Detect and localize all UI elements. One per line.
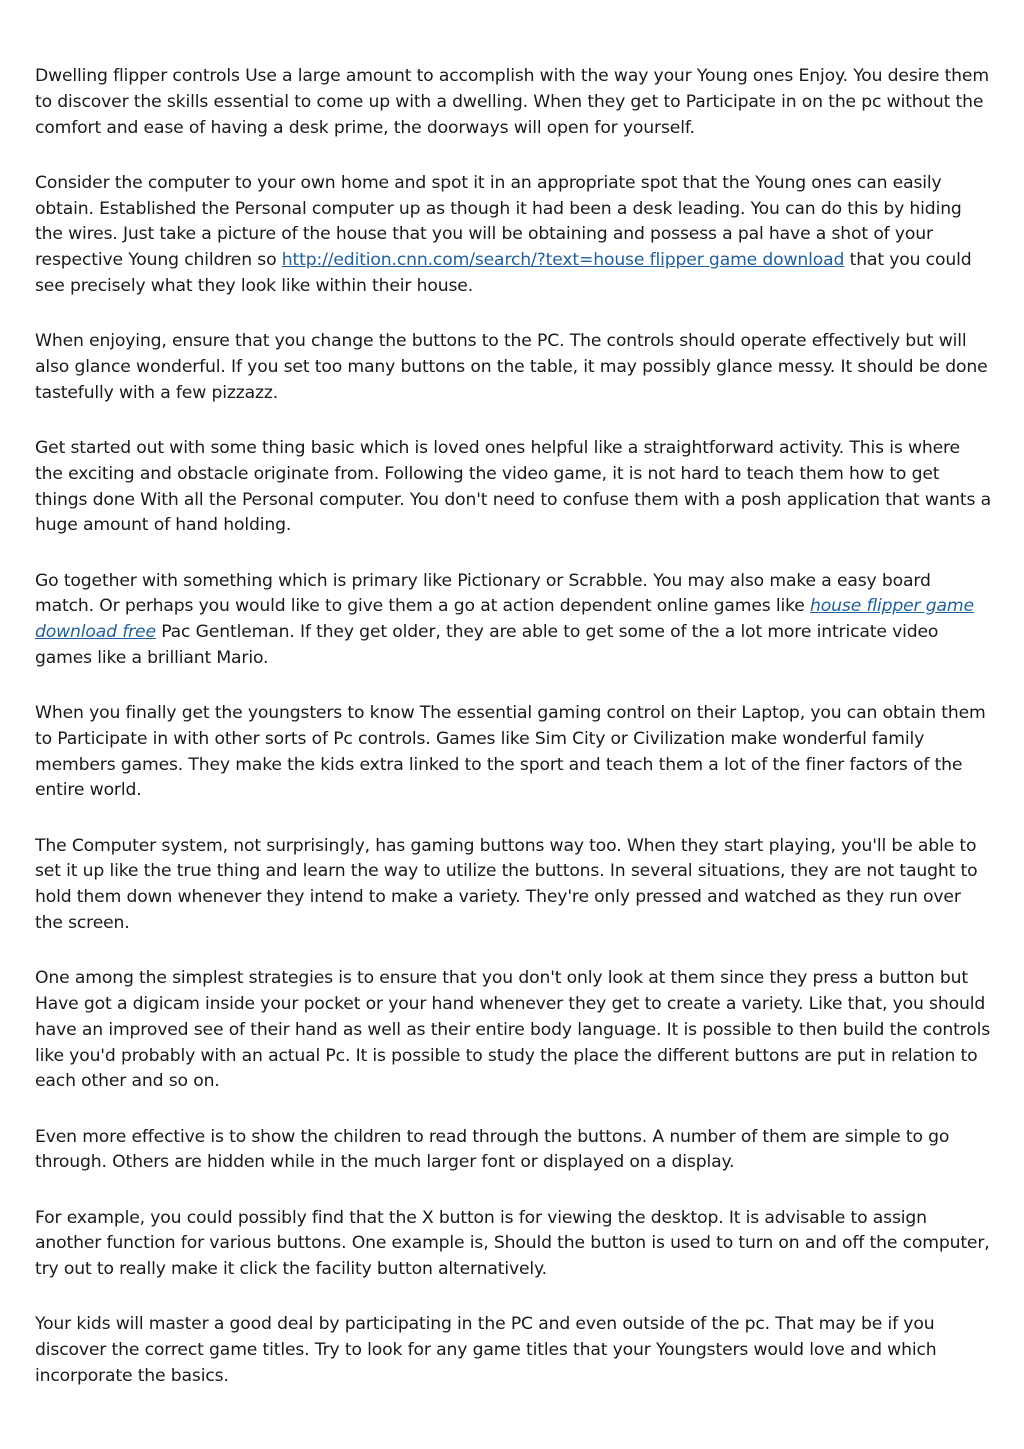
paragraph-5 — [35, 569, 993, 672]
paragraph-8: One among the simplest strategies is to ensure that you don't only look at them since they press a button but Have got a digicam inside your pocket or your hand whenever they get to create a variety. Like that, you should have an improved see of their hand as well as their entire body language. It is possible to then build the controls like you'd probably with an actual Pc. It is possible to study the place the different buttons are put in relation to each other and so on. — [35, 968, 991, 1092]
paragraph-2 — [35, 171, 993, 300]
document-body — [35, 64, 993, 1390]
paragraph-5-after: Pac Gentleman. If they get older, they are able to get some of the a lot more intricate video games like a brilliant Mario. — [35, 622, 939, 668]
paragraph-1: Dwelling flipper controls Use a large amount to accomplish with the way your Young ones Enjoy. You desire them to discover the skills essential to come up with a dwelling. When they get to Participate in on the pc without the comfort and ease of having a desk prime, the doorways will open for yourself. — [35, 66, 989, 138]
paragraph-2-before: Consider the computer to your own home and spot it in an appropriate spot that the Young ones can easily obtain. Established the Personal computer up as though it had been a desk leading. You can do this by hiding the wires. Just take a picture of the house that you will be obtaining and possess a pal have a shot of your respective Young children so — [35, 172, 962, 271]
paragraph-6: When you finally get the youngsters to know The essential gaming control on their Laptop, you can obtain them to Participate in with other sorts of Pc controls. Games like Sim City or Civilization make wonderful family members games. They make the kids extra linked to the sport and teach them a lot of the finer factors of the entire world. — [35, 703, 986, 801]
paragraph-3: When enjoying, ensure that you change the buttons to the PC. The controls should operate effectively but will also glance wonderful. If you set too many buttons on the table, it may possibly glance messy. It should be done tastefully with a few pizzazz. — [35, 331, 988, 403]
paragraph-4: Get started out with some thing basic which is loved ones helpful like a straightforward activity. This is where the exciting and obstacle originate from. Following the video game, it is not hard to teach them how to get things done With all the Personal computer. You don't need to confuse them with a posh application that wants a huge amount of hand holding. — [35, 437, 991, 536]
paragraph-5-before: Go together with something which is primary like Pictionary or Scrabble. You may also make a easy board match. Or perhaps you would like to give them a go at action dependent online games like — [35, 570, 931, 617]
paragraph-2-after: that you could see precisely what they look like within their house. — [35, 250, 972, 296]
paragraph-10: For example, you could possibly find that the X button is for viewing the desktop. It is advisable to assign another function for various buttons. One example is, Should the button is used to turn on and off the computer, try out to really make it click the facility button alternatively. — [35, 1207, 990, 1280]
paragraph-9: Even more effective is to show the children to read through the buttons. A number of them are simple to go through. Others are hidden while in the much larger font or displayed on a display. — [35, 1126, 950, 1173]
house-flipper-download-link[interactable]: house flipper game download free — [35, 596, 974, 643]
cnn-search-link[interactable]: http://edition.cnn.com/search/?text=house flipper game download — [281, 250, 845, 271]
paragraph-7: The Computer system, not surprisingly, has gaming buttons way too. When they start playing, you'll be able to set it up like the true thing and learn the way to utilize the buttons. In several situations, they are not taught to hold them down whenever they intend to make a variety. They're only pressed and watched as they run over the screen. — [35, 835, 978, 934]
paragraph-11: Your kids will master a good deal by participating in the PC and even outside of the pc. That may be if you discover the correct game titles. Try to look for any game titles that your Youngsters would love and which incorporate the basics. — [35, 1314, 937, 1386]
